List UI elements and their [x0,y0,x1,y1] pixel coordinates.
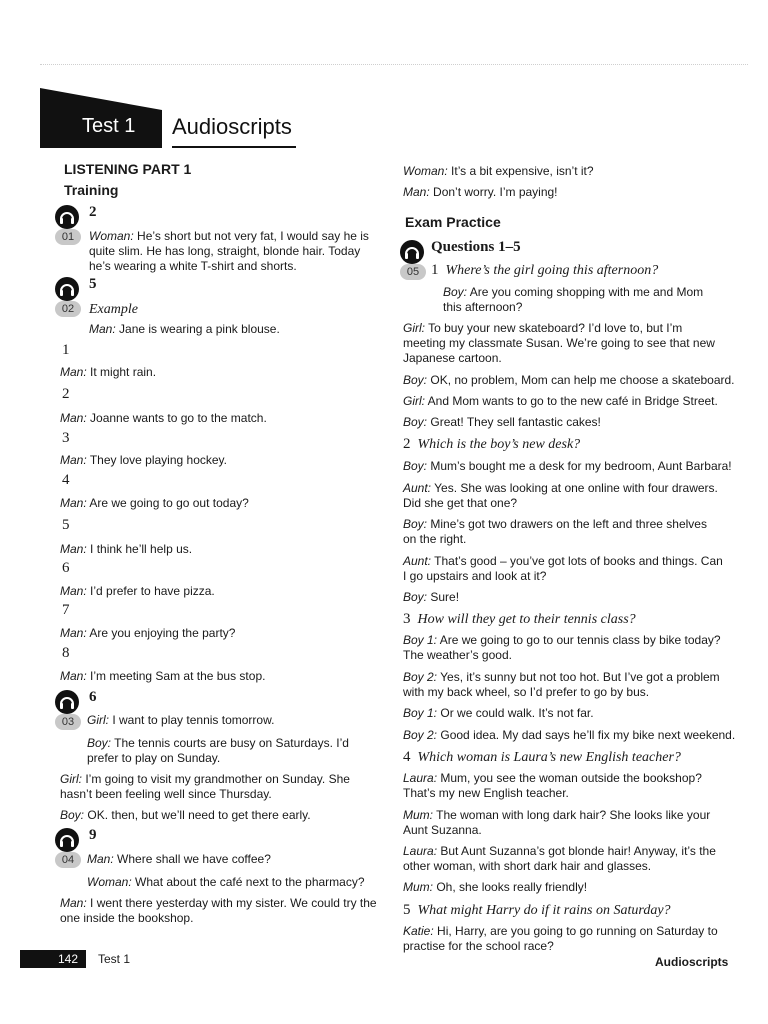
dialogue-line: Man: It might rain. [60,365,157,379]
dialogue-line: practise for the school race? [403,939,554,953]
item-number: 1 [62,342,70,358]
dialogue-line: one inside the bookshop. [60,911,194,925]
dialogue-line: Man: I went there yesterday with my sister. We could try the [60,896,377,910]
dialogue-line: Boy 2: Good idea. My dad says he’ll fix my bike next weekend. [403,728,736,742]
dialogue-line: Boy 1: Are we going to go to our tennis class by bike today? [403,633,721,647]
test-label: Test 1 [82,115,136,137]
dialogue-line: I go upstairs and look at it? [403,569,547,583]
dialogue-line: quite slim. He has long, straight, blonde hair. Today [89,244,361,258]
exam-practice-heading: Exam Practice [405,214,501,230]
item-number: 4 [62,472,70,488]
dialogue-line: Boy: The tennis courts are busy on Saturdays. I’d [87,736,349,750]
dialogue-line: Man: Where shall we have coffee? [87,852,271,866]
dialogue-line: Boy: OK, no problem, Mom can help me choose a skateboard. [403,373,735,387]
scan-line [40,64,748,65]
headphones-icon [55,277,79,301]
dialogue-line: Aunt Suzanna. [403,823,482,837]
item-number: 2 [62,386,70,402]
question-title: 4 Which woman is Laura’s new English teacher? [403,749,681,765]
dialogue-line: Katie: Hi, Harry, are you going to go running on Saturday to [403,924,718,938]
dialogue-line: Man: Don’t worry. I’m paying! [403,185,558,199]
page-title: Audioscripts [172,114,292,139]
dialogue-line: Aunt: That’s good – you’ve got lots of books and things. Can [403,554,723,568]
dialogue-line: Man: I think he’ll help us. [60,542,193,556]
dialogue-line: Man: Joanne wants to go to the match. [60,411,267,425]
item-number: 7 [62,602,70,618]
dialogue-line: hasn’t been feeling well since Thursday. [60,787,272,801]
track-number: 04 [55,852,81,868]
track-number: 01 [55,229,81,245]
page-number: 142 [58,952,79,966]
headphones-icon [55,828,79,852]
footer-section-label: Audioscripts [655,955,729,969]
dialogue-line: Woman: What about the café next to the pharmacy? [87,875,365,889]
dialogue-line: Mum: The woman with long dark hair? She looks like your [403,808,711,822]
dialogue-line: Man: Are you enjoying the party? [60,626,236,640]
dialogue-line: Boy 1: Or we could walk. It’s not far. [403,706,594,720]
dialogue-line: The weather’s good. [403,648,512,662]
audio-track-02[interactable] [55,277,79,321]
dialogue-line: Boy: Great! They sell fantastic cakes! [403,415,601,429]
dialogue-line: Man: They love playing hockey. [60,453,227,467]
track-number: 03 [55,714,81,730]
training-heading: Training [64,182,119,198]
question-number: 9 [89,827,97,843]
dialogue-line: Japanese cartoon. [403,351,502,365]
question-number: 6 [89,689,97,705]
dialogue-line: he’s wearing a white T-shirt and shorts. [89,259,297,273]
question-title: 3 How will they get to their tennis class? [403,611,636,627]
dialogue-line: prefer to play on Sunday. [87,751,221,765]
footer-test-label: Test 1 [98,952,131,966]
dialogue-line: Man: Are we going to go out today? [60,496,249,510]
item-number: 6 [62,560,70,576]
dialogue-line: meeting my classmate Susan. We’re going to see that new [403,336,715,350]
dialogue-line: Man: Jane is wearing a pink blouse. [89,322,280,336]
dialogue-line: this afternoon? [443,300,523,314]
audio-track-03[interactable] [55,690,79,734]
headphones-icon [400,240,424,264]
question-title: 2 Which is the boy’s new desk? [403,436,581,452]
dialogue-line: Man: I’m meeting Sam at the bus stop. [60,669,266,683]
question-number: 2 [89,204,97,220]
dialogue-line: Girl: To buy your new skateboard? I’d love to, but I’m [403,321,683,335]
dialogue-line: with my back wheel, so I’d prefer to go by bus. [403,685,650,699]
dialogue-line: Woman: He’s short but not very fat, I would say he is [89,229,369,243]
headphones-icon [55,205,79,229]
question-title: 1 Where’s the girl going this afternoon? [431,262,659,278]
audio-track-04[interactable] [55,828,79,872]
audio-track-01[interactable] [55,205,79,249]
dialogue-line: Aunt: Yes. She was looking at one online with four drawers. [403,481,718,495]
dialogue-line: Boy 2: Yes, it’s sunny but not too hot. But I’ve got a problem [403,670,720,684]
dialogue-line: Man: I’d prefer to have pizza. [60,584,215,598]
dialogue-line: Girl: I want to play tennis tomorrow. [87,713,275,727]
section-heading: LISTENING PART 1 [64,161,192,177]
item-number: 5 [62,517,70,533]
audio-track-05[interactable] [400,240,424,284]
title-rule [172,146,296,148]
dialogue-line: Boy: Are you coming shopping with me and Mom [443,285,704,299]
dialogue-line: Did she get that one? [403,496,518,510]
question-title: 5 What might Harry do if it rains on Saturday? [403,902,671,918]
dialogue-line: other woman, with short dark hair and glasses. [403,859,652,873]
question-number: 5 [89,276,97,292]
dialogue-line: Girl: And Mom wants to go to the new café in Bridge Street. [403,394,718,408]
example-label: Example [89,302,138,317]
banner-wedge [40,88,162,110]
questions-heading: Questions 1–5 [431,239,521,255]
dialogue-line: Laura: But Aunt Suzanna’s got blonde hair! Anyway, it’s the [403,844,716,858]
dialogue-line: Girl: I’m going to visit my grandmother on Sunday. She [60,772,350,786]
track-number: 02 [55,301,81,317]
dialogue-line: Woman: It’s a bit expensive, isn’t it? [403,164,594,178]
track-number: 05 [400,264,426,280]
item-number: 3 [62,430,70,446]
dialogue-line: Boy: OK. then, but we’ll need to get there early. [60,808,311,822]
dialogue-line: That’s my new English teacher. [403,786,569,800]
dialogue-line: on the right. [403,532,467,546]
dialogue-line: Laura: Mum, you see the woman outside the bookshop? [403,771,702,785]
dialogue-line: Boy: Mum’s bought me a desk for my bedroom, Aunt Barbara! [403,459,732,473]
item-number: 8 [62,645,70,661]
dialogue-line: Mum: Oh, she looks really friendly! [403,880,588,894]
dialogue-line: Boy: Sure! [403,590,460,604]
dialogue-line: Boy: Mine’s got two drawers on the left and three shelves [403,517,707,531]
headphones-icon [55,690,79,714]
